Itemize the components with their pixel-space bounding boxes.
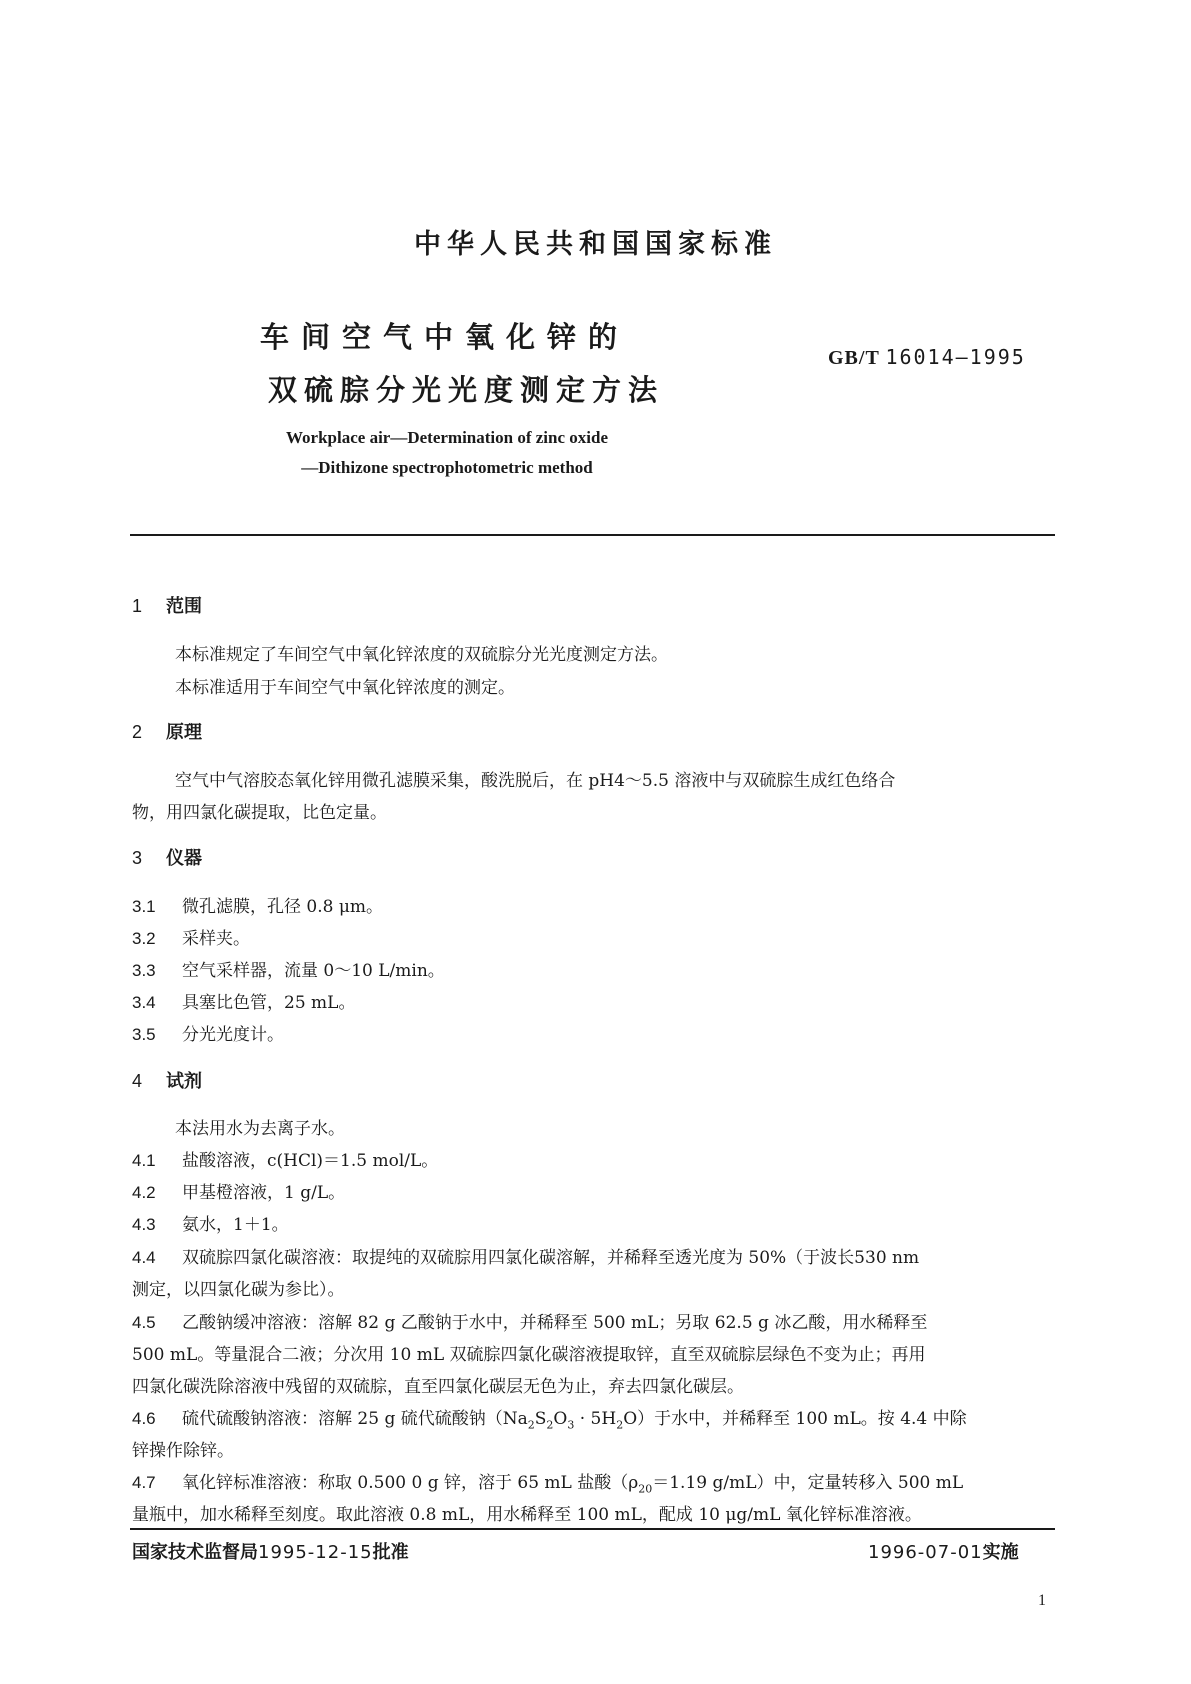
approval-date: 1995-12-15 xyxy=(258,1542,373,1563)
section-title: 范围 xyxy=(166,596,202,617)
item-number: 4.7 xyxy=(132,1473,156,1492)
item-text: 空气采样器，流量 0～10 L/min。 xyxy=(182,961,445,981)
item-text: 采样夹。 xyxy=(182,929,250,949)
standard-number xyxy=(828,345,1026,370)
list-item xyxy=(132,1146,438,1171)
section-number: 2 xyxy=(132,722,143,742)
item-text: 氧化锌标准溶液：称取 0.500 0 g 锌，溶于 65 mL 盐酸（$\rho_{20}=1.19$ g/mL）中，定量转移入 500 mL xyxy=(182,1473,964,1496)
item-text: 硫代硫酸钠溶液：溶解 25 g 硫代硫酸钠$(Na_2S_2O_3 \cdot 5H_2O)$于水中，并稀释至 100 mL。按 4.4 中除 xyxy=(182,1409,967,1432)
item-number: 4.4 xyxy=(132,1248,156,1267)
list-item-continuation: 500 mL。等量混合二液；分次用 10 mL 双硫腙四氯化碳溶液提取锌，直至双硫腙层绿色不变为止；再用 xyxy=(132,1345,926,1365)
section-2-para-line-2: 物，用四氯化碳提取，比色定量。 xyxy=(132,803,387,823)
implementation-date: 1996-07-01 xyxy=(868,1542,983,1563)
section-title: 仪器 xyxy=(166,848,202,869)
list-item-continuation: 测定，以四氯化碳为参比）。 xyxy=(132,1280,345,1300)
section-2-para-line-1: 空气中气溶胶态氧化锌用微孔滤膜采集，酸洗脱后，在 pH4～5.5 溶液中与双硫腙生成红色络合 xyxy=(175,771,896,791)
standard-prefix: GB/T xyxy=(828,347,880,369)
item-number: 3.3 xyxy=(132,961,156,980)
list-item xyxy=(132,1243,919,1268)
section-1-heading xyxy=(132,592,202,618)
item-number: 3.2 xyxy=(132,929,156,948)
approval-org: 国家技术监督局 xyxy=(132,1542,258,1563)
list-item xyxy=(132,1468,963,1495)
implementation-label: 实施 xyxy=(982,1542,1019,1563)
item-text: 微孔滤膜，孔径 0.8 μm。 xyxy=(182,897,384,917)
section-number: 1 xyxy=(132,596,143,616)
item-text: 氨水，1＋1。 xyxy=(182,1215,289,1235)
item-number: 3.5 xyxy=(132,1025,156,1044)
header-divider xyxy=(130,534,1055,536)
section-4-heading xyxy=(132,1067,202,1093)
english-title-line-1: Workplace air—Determination of zinc oxide xyxy=(285,428,608,447)
approval-label: 批准 xyxy=(372,1542,409,1563)
item-text: 双硫腙四氯化碳溶液：取提纯的双硫腙用四氯化碳溶解，并稀释至透光度为 50%（于波长530 nm xyxy=(182,1248,920,1268)
item-text: 分光光度计。 xyxy=(182,1025,284,1045)
list-item xyxy=(132,892,383,917)
list-item xyxy=(132,1404,967,1431)
item-number: 4.5 xyxy=(132,1313,156,1332)
list-item xyxy=(132,1210,289,1235)
list-item xyxy=(132,1020,284,1045)
section-title: 原理 xyxy=(166,722,202,743)
english-title-line-2: —Dithizone spectrophotometric method xyxy=(301,458,593,477)
section-title: 试剂 xyxy=(166,1071,202,1092)
item-text: 乙酸钠缓冲溶液：溶解 82 g 乙酸钠于水中，并稀释至 500 mL；另取 62.5 g 冰乙酸，用水稀释至 xyxy=(182,1313,928,1333)
approval-line xyxy=(132,1538,409,1564)
list-item-continuation: 四氯化碳洗除溶液中残留的双硫腙，直至四氯化碳层无色为止，弃去四氯化碳层。 xyxy=(132,1377,744,1397)
item-number: 4.6 xyxy=(132,1409,156,1428)
footer-divider xyxy=(130,1528,1055,1530)
list-item-continuation: 量瓶中，加水稀释至刻度。取此溶液 0.8 mL，用水稀释至 100 mL，配成 10 μg/mL 氧化锌标准溶液。 xyxy=(132,1505,922,1525)
list-item-continuation: 锌操作除锌。 xyxy=(132,1441,234,1461)
section-number: 4 xyxy=(132,1071,143,1091)
item-number: 4.1 xyxy=(132,1151,156,1170)
section-1-para-1: 本标准规定了车间空气中氧化锌浓度的双硫腙分光光度测定方法。 xyxy=(175,645,668,665)
section-number: 3 xyxy=(132,848,143,868)
item-text: 盐酸溶液，c(HCl)＝1.5 mol/L。 xyxy=(182,1151,439,1171)
list-item xyxy=(132,988,355,1013)
standard-code: 16014—1995 xyxy=(885,345,1026,369)
list-item xyxy=(132,1308,927,1333)
section-4-intro: 本法用水为去离子水。 xyxy=(175,1119,345,1139)
list-item xyxy=(132,1178,345,1203)
section-3-heading xyxy=(132,844,202,870)
item-number: 3.4 xyxy=(132,993,156,1012)
implementation-line xyxy=(868,1538,1019,1564)
page-number: 1 xyxy=(1038,1592,1046,1609)
list-item xyxy=(132,924,250,949)
list-item xyxy=(132,956,445,981)
section-1-para-2: 本标准适用于车间空气中氧化锌浓度的测定。 xyxy=(175,678,515,698)
item-number: 4.3 xyxy=(132,1215,156,1234)
title-line-2: 双硫腙分光光度测定方法 xyxy=(268,373,665,407)
item-number: 3.1 xyxy=(132,897,156,916)
section-2-heading xyxy=(132,718,202,744)
title-line-1: 车间空气中氧化锌的 xyxy=(260,320,630,354)
item-number: 4.2 xyxy=(132,1183,156,1202)
item-text: 具塞比色管，25 mL。 xyxy=(182,993,356,1013)
item-text: 甲基橙溶液，1 g/L。 xyxy=(182,1183,346,1203)
standard-category-heading: 中华人民共和国国家标准 xyxy=(414,229,777,260)
